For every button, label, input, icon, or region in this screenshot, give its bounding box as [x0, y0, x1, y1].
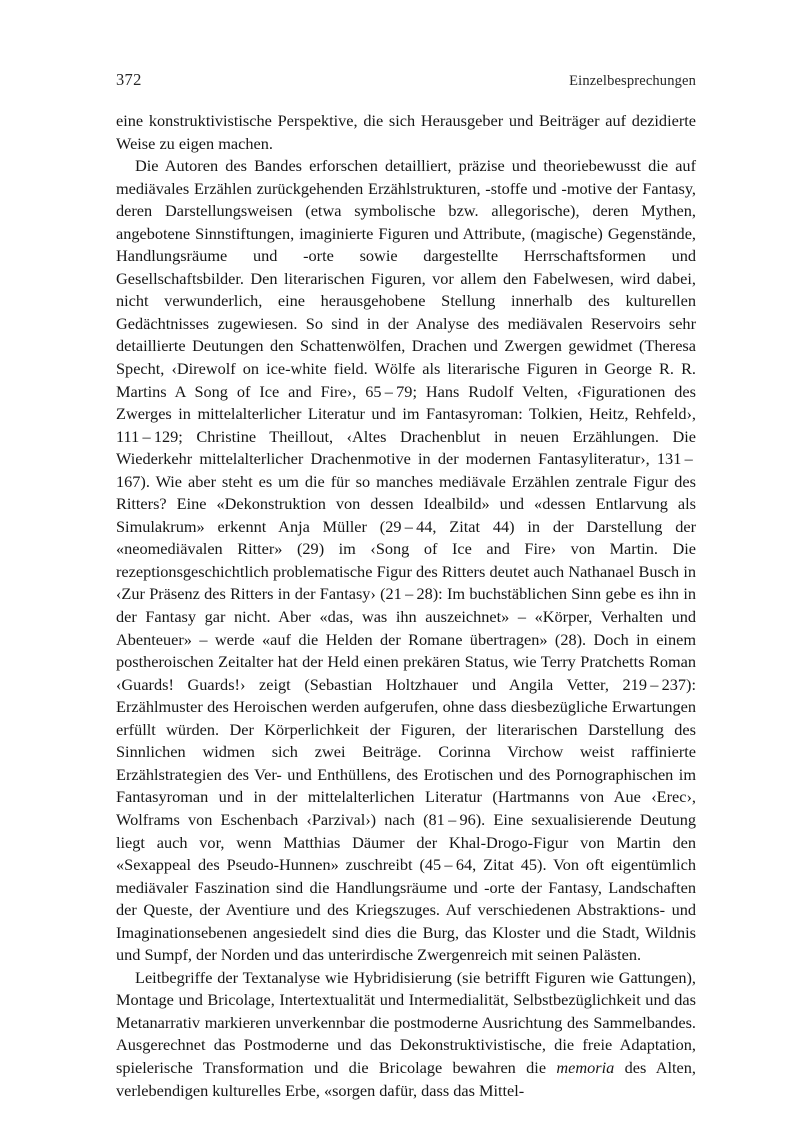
paragraph-1: eine konstruktivistische Perspektive, die sich Herausgeber und Beiträger auf dezidierte Weise zu eigen machen.	[116, 111, 696, 153]
paragraph-3	[116, 967, 696, 1102]
paragraph-2: Die Autoren des Bandes erforschen detailliert, präzise und theoriebewusst die auf mediävales Erzählen zurückgehenden Erzählstrukturen, -stoffe und -motive der Fantasy, deren Darstellungsweisen (etwa symbolische bzw. allegorische), deren Mythen, angebotene Sinnstiftungen, imaginierte Figuren und Attribute, (magische) Gegenstände, Handlungsräume und -orte sowie dargestellte Herrschaftsformen und Gesellschaftsbilder. Den literarischen Figuren, vor allem den Fabelwesen, wird dabei, nicht verwunderlich, eine herausgehobene Stellung innerhalb des kulturellen Gedächtnisses zugewiesen. So sind in der Analyse des mediävalen Reservoirs sehr detaillierte Deutungen den Schattenwölfen, Drachen und Zwergen gewidmet (Theresa Specht, ‹Direwolf on ice-white field. Wölfe als literarische Figuren in George R. R. Martins A Song of Ice and Fire›, 65 – 79; Hans Rudolf Velten, ‹Figurationen des Zwerges in mittelalterlicher Literatur und im Fantasyroman: Tolkien, Heitz, Rehfeld›, 111 – 129; Christine Theillout, ‹Altes Drachenblut in neuen Erzählungen. Die Wiederkehr mittelalterlicher Drachenmotive in der modernen Fantasyliteratur›, 131 – 167). Wie aber steht es um die für so manches mediävale Erzählen zentrale Figur des Ritters? Eine «Dekonstruktion von dessen Idealbild» und «dessen Entlarvung als Simulakrum» erkennt Anja Müller (29 – 44, Zitat 44) in der Darstellung der «neomediävalen Ritter» (29) im ‹Song of Ice and Fire› von Martin. Die rezeptionsgeschichtlich problematische Figur des Ritters deutet auch Nathanael Busch in ‹Zur Präsenz des Ritters in der Fantasy› (21 – 28): Im buchstäblichen Sinn gebe es ihn in der Fantasy gar nicht. Aber «das, was ihn auszeichnet» – «Körper, Verhalten und Abenteuer» – werde «auf die Helden der Romane übertragen» (28). Doch in einem postheroischen Zeitalter hat der Held einen prekären Status, wie Terry Pratchetts Roman ‹Guards! Guards!› zeigt (Sebastian Holtzhauer und Angila Vetter, 219 – 237): Erzählmuster des Heroischen werden aufgerufen, ohne dass diesbezügliche Erwartungen erfüllt würden. Der Körperlichkeit der Figuren, der literarischen Darstellung des Sinnlichen widmen sich zwei Beiträge. Corinna Virchow weist raffinierte Erzählstrategien des Ver- und Enthüllens, des Erotischen und des Pornographischen im Fantasyroman und in der mittelalterlichen Literatur (Hartmanns von Aue ‹Erec›, Wolframs von Eschenbach ‹Parzival›) nach (81 – 96). Eine sexualisierende Deutung liegt auch vor, wenn Matthias Däumer der Khal-Drogo-Figur von Martin den «Sexappeal des Pseudo-Hunnen» zuschreibt (45 – 64, Zitat 45). Von oft eigentümlich mediävaler Faszination sind die Handlungsräume und -orte der Fantasy, Landschaften der Queste, der Aventiure und des Kriegszuges. Auf verschiedenen Abstraktions- und Imaginationsebenen angesiedelt sind dies die Burg, das Kloster und die Stadt, Wildnis und Sumpf, der Norden und das unterirdische Zwergenreich mit seinen Palästen.	[116, 156, 696, 965]
page-number: 372	[116, 70, 142, 89]
italic-term-memoria: memoria	[556, 1057, 615, 1077]
running-head-title: Einzelbesprechungen	[569, 73, 696, 89]
running-head	[116, 70, 696, 90]
body-text-block	[116, 110, 696, 1102]
paragraph-3-text-before-italic: Leitbegriffe der Textanalyse wie Hybridisierung (sie betrifft Figuren wie Gattungen), Montage und Bricolage, Intertextualität und Intermedialität, Selbstbezüglichkeit und das Metanarrativ markieren unverkennbar die postmoderne Ausrichtung des Sammelbandes. Ausgerechnet das Postmoderne und das Dekonstruktivistische, die freie Adaptation, spielerische Transformation und die Bricolage bewahren die	[116, 967, 696, 1077]
paragraph-3-text-after-italic: des Alten, verlebendigen kulturelles Erbe, «sorgen dafür, dass das Mittel-	[116, 1057, 696, 1100]
